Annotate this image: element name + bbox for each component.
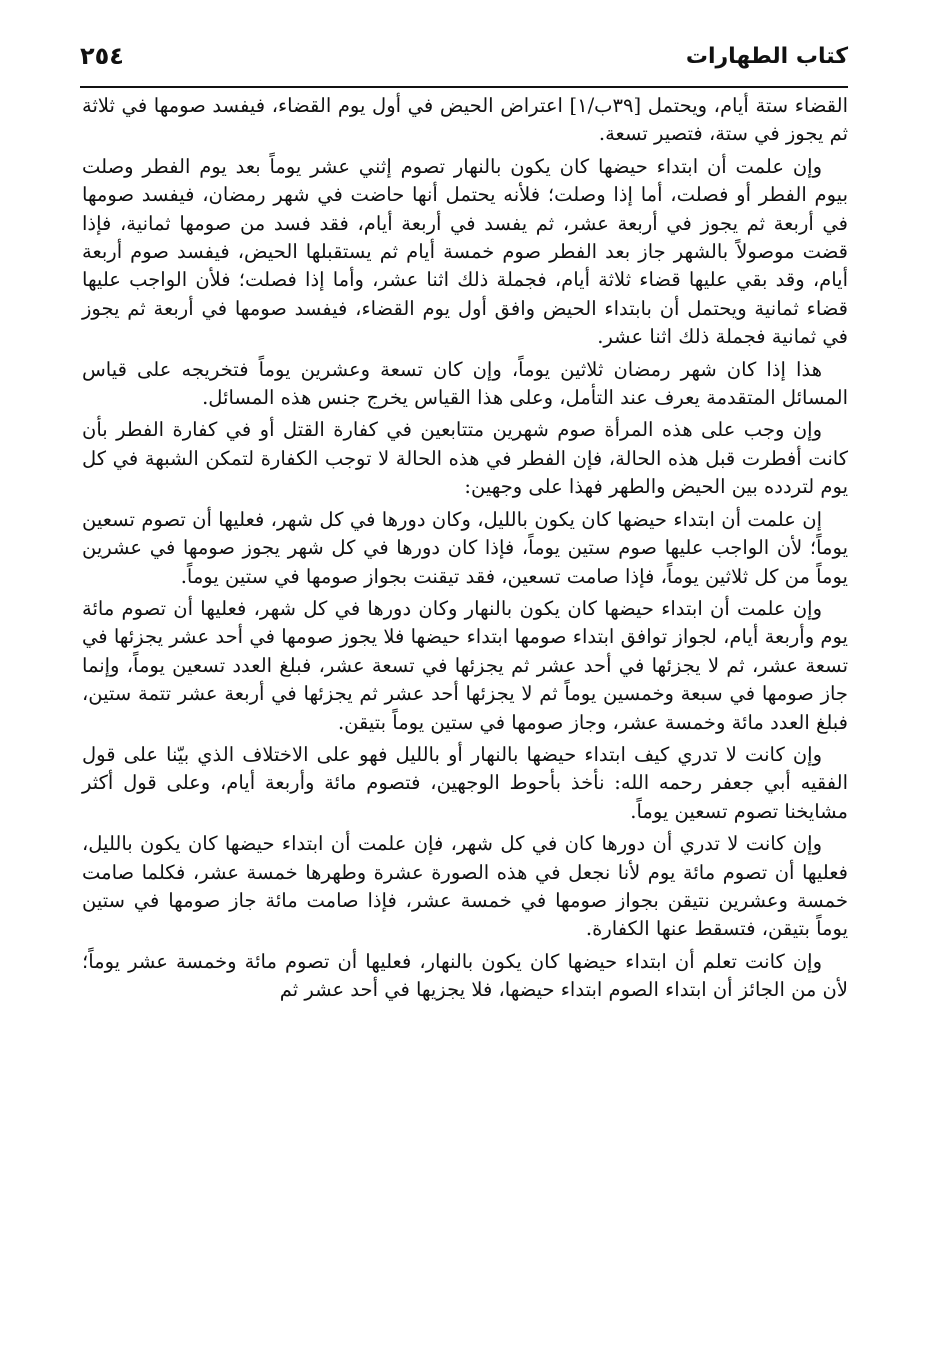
paragraph-7: وإن كانت لا تدري كيف ابتداء حيضها بالنهار أو بالليل فهو على الاختلاف الذي بيّنا على قول الفقيه أبي جعفر رحمه الله: نأخذ بأحوط الوجهين، فتصوم مائة وأربعة أيام، وعلى قول أكثر مشايخنا تصوم تسعين يوماً. <box>82 742 848 823</box>
paragraph-6: وإن علمت أن ابتداء حيضها كان يكون بالنهار وكان دورها في كل شهر، فعليها أن تصوم مائة يوم وأربعة أيام، لجواز توافق ابتداء صومها ابتداء حيضها فلا يجوز صومها في أحد عشر يجزئها في تسعة عشر، ثم لا يجزئها في أحد عشر ثم يجزئها في تسعة عشر، فبلغ العدد تسعين يوماً، وإنما جاز صومها في سبعة وخمسين يوماً ثم لا يجزئها أحد عشر ثم يجزئها في أربعة عشر تتمة ستين، فبلغ العدد مائة وخمسة عشر، وجاز صومها في ستين يوماً بتيقن. <box>82 596 848 734</box>
paragraph-2: وإن علمت أن ابتداء حيضها كان يكون بالنهار تصوم إثني عشر يوماً بعد يوم الفطر وصلت بيوم الفطر أو فصلت، أما إذا وصلت؛ فلأنه يحتمل أنها حاضت في شهر رمضان، فيفسد صومها في أربعة ثم يجوز في أربعة عشر، ثم يفسد في أربعة أيام، فقد فسد من صومها ثمانية، فإذا قضت موصولاً بالشهر جاز بعد الفطر صوم خمسة أيام ثم يستقبلها الحيض، فيفسد صوم أربعة أيام، وقد بقي عليها قضاء ثلاثة أيام، فجملة ذلك اثنا عشر، وأما إذا فصلت؛ فلأن الواجب عليها قضاء ثمانية ويحتمل أن بابتداء الحيض وافق أول يوم القضاء، فيفسد صومها في أربعة ثم يجوز في ثمانية فجملة ذلك اثنا عشر. <box>82 154 848 349</box>
body-text <box>82 92 848 1009</box>
paragraph-5: إن علمت أن ابتداء حيضها كان يكون بالليل، وكان دورها في كل شهر، فعليها أن تصوم تسعين يوماً؛ لأن الواجب عليها صوم ستين يوماً، فإذا كان دورها في كل شهر يجوز صومها في عشرين يوماً من كل ثلاثين يوماً، فإذا صامت تسعين، فقد تيقنت بجواز صومها في ستين يوماً. <box>82 507 848 588</box>
paragraph-1: القضاء ستة أيام، ويحتمل [٣٩ب/١] اعتراض الحيض في أول يوم القضاء، فيفسد صومها في ثلاثة ثم يجوز في ستة، فتصير تسعة. <box>82 94 848 146</box>
running-head <box>80 38 848 78</box>
paragraph-8: وإن كانت لا تدري أن دورها كان في كل شهر، فإن علمت أن ابتداء حيضها كان يكون بالليل، فعليها أن تصوم مائة يوم لأنا نجعل في هذه الصورة عشرة وطهرها خمسة عشر، فكلما صامت خمسة وعشرين نتيقن بجواز صومها في خمسة عشر، فإذا صامت مائة جاز صومها في ستين يوماً بتيقن، فتسقط عنها الكفارة. <box>82 832 848 941</box>
paragraph-9: وإن كانت تعلم أن ابتداء حيضها كان يكون بالنهار، فعليها أن تصوم مائة وخمسة عشر يوماً؛ لأن من الجائز أن ابتداء الصوم ابتداء حيضها، فلا يجزيها في أحد عشر ثم <box>82 949 848 1002</box>
paragraph-3: هذا إذا كان شهر رمضان ثلاثين يوماً، وإن كان تسعة وعشرين يوماً فتخريجه على قياس المسائل المتقدمة يعرف عند التأمل، وعلى هذا القياس يخرج جنس هذه المسائل. <box>82 357 848 410</box>
running-title: كتاب الطهارات <box>685 44 848 69</box>
page-number: ٢٥٤ <box>80 42 124 70</box>
paragraph-4: وإن وجب على هذه المرأة صوم شهرين متتابعين في كفارة القتل أو في كفارة الفطر بأن كانت أفطرت قبل هذه الحالة، فإن الفطر في هذه الحالة لا توجب الكفارة لتمكن الشبهة في كل يوم لتردده بين الحيض والطهر فهذا على وجهين: <box>82 418 848 499</box>
header-divider <box>80 86 848 88</box>
